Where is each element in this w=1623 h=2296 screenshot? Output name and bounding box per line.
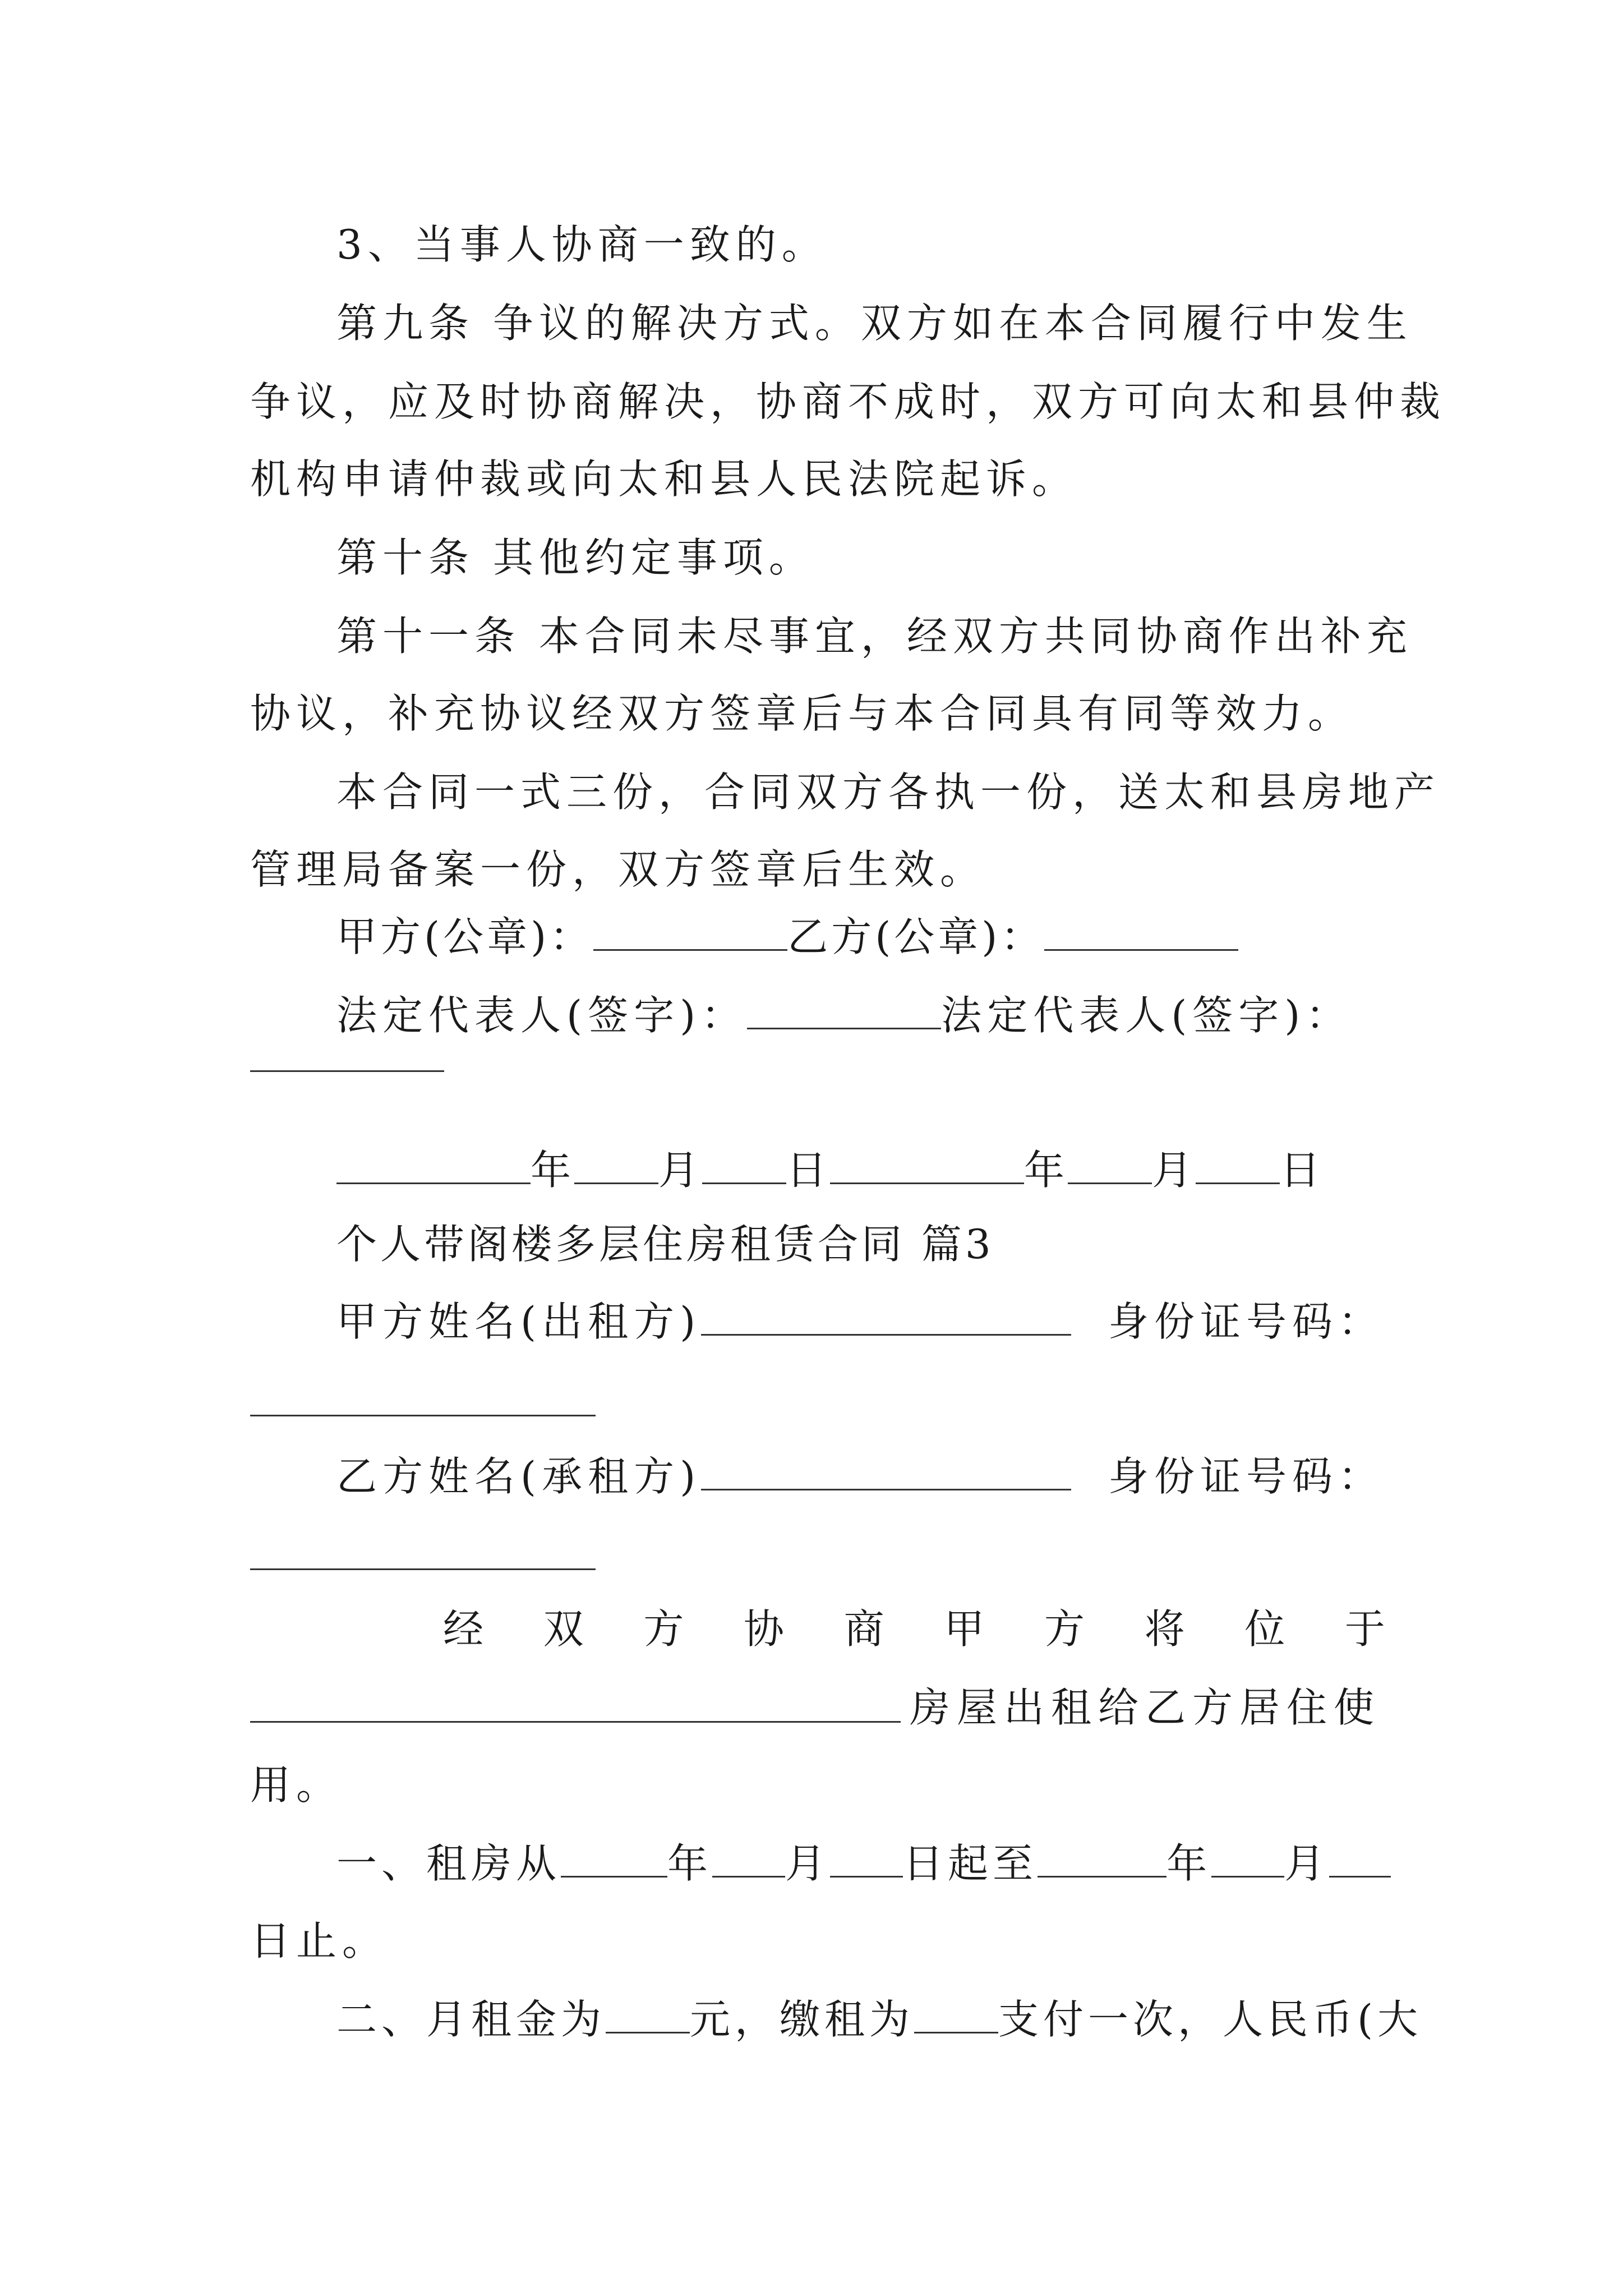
end-day-blank[interactable] — [1329, 1840, 1391, 1878]
legal-rep-line: 法定代表人(签字)： 法定代表人(签字)： — [336, 992, 1352, 1039]
month-b-blank[interactable] — [1068, 1147, 1152, 1184]
rent-line: 二、月租金为 元，缴租为 支付一次，人民币(大 — [336, 1996, 1423, 2043]
seal-line: 甲方(公章)： 乙方(公章)： — [336, 910, 1238, 964]
monthly-rent-blank[interactable] — [606, 1996, 690, 2033]
agreement-line-2: 房屋出租给乙方居住使 — [910, 1684, 1381, 1731]
landlord-name-blank[interactable] — [701, 1298, 1071, 1336]
copies-line-2: 管理局备案一份，双方签章后生效。 — [250, 846, 986, 893]
agreement-line-3: 用。 — [250, 1761, 343, 1809]
payment-period-blank[interactable] — [914, 1996, 998, 2033]
start-year-blank[interactable] — [561, 1840, 667, 1878]
article-11-line-1: 第十一条 本合同未尽事宜，经双方共同协商作出补充 — [336, 613, 1413, 660]
term-line-1: 一、租房从 年 月 日起至 年 月 — [336, 1837, 1391, 1890]
end-month-blank[interactable] — [1211, 1840, 1284, 1878]
year-a-blank[interactable] — [336, 1147, 531, 1184]
contract-3-title: 个人带阁楼多层住房租赁合同 篇3 — [336, 1221, 994, 1268]
date-line: 年 月 日 年 月 日 — [336, 1143, 1324, 1197]
article-9-line-2: 争议，应及时协商解决，协商不成时，双方可向太和县仲裁 — [250, 378, 1446, 425]
legal-rep-a-blank[interactable] — [747, 992, 941, 1029]
landlord-id-label: 身份证号码： — [1108, 1298, 1385, 1345]
landlord-id-blank[interactable] — [250, 1415, 596, 1416]
landlord-line: 甲方姓名(出租方) — [336, 1295, 1071, 1349]
tenant-name-blank[interactable] — [701, 1453, 1071, 1490]
day-b-blank[interactable] — [1196, 1147, 1280, 1184]
legal-rep-b-blank[interactable] — [250, 1070, 444, 1072]
tenant-id-blank[interactable] — [250, 1568, 596, 1570]
tenant-id-label: 身份证号码： — [1108, 1453, 1385, 1500]
clause-item-3: 3、当事人协商一致的。 — [336, 221, 828, 268]
copies-line-1: 本合同一式三份，合同双方各执一份，送太和县房地产 — [336, 769, 1441, 816]
article-9-line-1: 第九条 争议的解决方式。双方如在本合同履行中发生 — [336, 300, 1413, 347]
day-a-blank[interactable] — [702, 1147, 786, 1184]
start-month-blank[interactable] — [712, 1840, 785, 1878]
article-11-line-2: 协议，补充协议经双方签章后与本合同具有同等效力。 — [250, 690, 1354, 737]
year-b-blank[interactable] — [830, 1147, 1024, 1184]
month-a-blank[interactable] — [574, 1147, 658, 1184]
term-line-2: 日止。 — [250, 1917, 389, 1964]
agreement-line-1: 经 双 方 协 商 甲 方 将 位 于 — [443, 1605, 1385, 1653]
article-9-line-3: 机构申请仲裁或向太和县人民法院起诉。 — [250, 455, 1078, 503]
end-year-blank[interactable] — [1038, 1840, 1166, 1878]
party-b-seal-blank[interactable] — [1044, 913, 1238, 951]
tenant-line: 乙方姓名(承租方) — [336, 1450, 1071, 1503]
article-10: 第十条 其他约定事项。 — [336, 534, 815, 581]
start-day-blank[interactable] — [830, 1840, 903, 1878]
party-a-seal-blank[interactable] — [593, 913, 787, 951]
house-address-blank[interactable] — [250, 1721, 901, 1723]
